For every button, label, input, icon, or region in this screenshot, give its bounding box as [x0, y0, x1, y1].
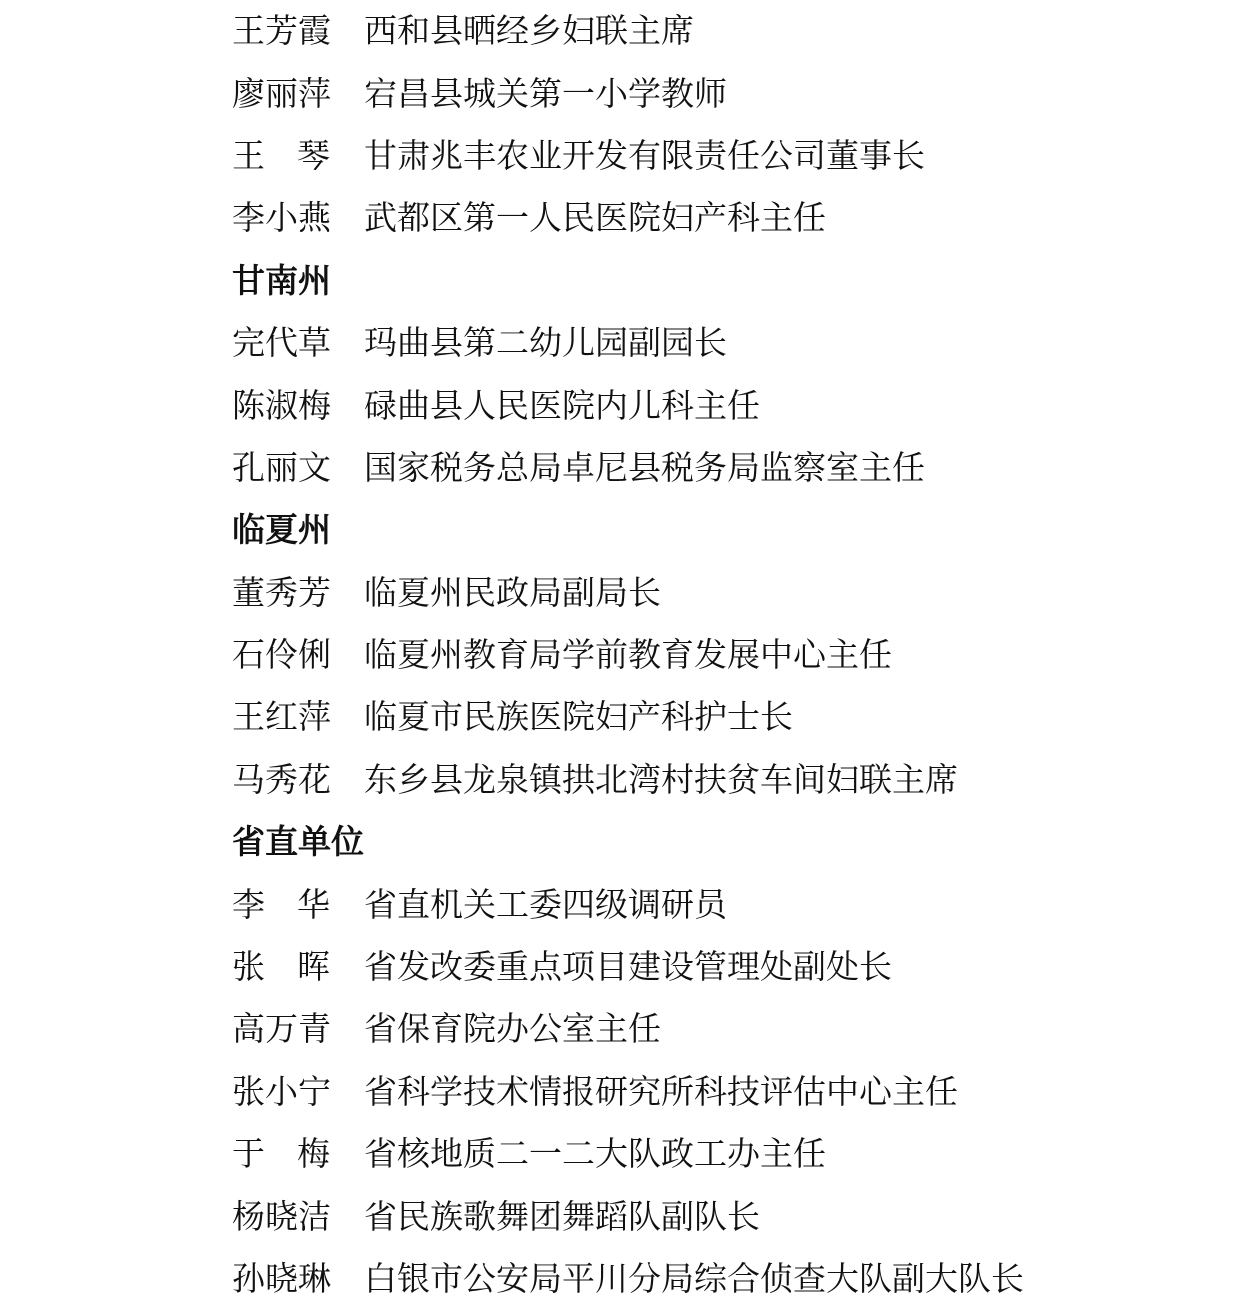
- list-item: [232, 749, 1232, 811]
- person-name: 张晖: [232, 947, 362, 987]
- list-item: [232, 686, 1232, 748]
- list-item: [232, 312, 1232, 374]
- person-name: 张小宁: [232, 1071, 331, 1111]
- list-item: [232, 437, 1232, 499]
- person-name: 高万青: [232, 1009, 331, 1049]
- person-role: 省发改委重点项目建设管理处副处长: [364, 947, 892, 987]
- name-list-document: [232, 0, 1232, 1310]
- person-role: 省民族歌舞团舞蹈队副队长: [364, 1196, 760, 1236]
- person-name: 董秀芳: [232, 572, 331, 612]
- person-role: 武都区第一人民医院妇产科主任: [364, 198, 826, 238]
- person-name: 石伶俐: [232, 635, 331, 675]
- section-heading-text: 临夏州: [232, 510, 331, 550]
- person-role: 省保育院办公室主任: [364, 1009, 661, 1049]
- person-name: 廖丽萍: [232, 73, 331, 113]
- section-heading: [232, 250, 1232, 312]
- person-role: 东乡县龙泉镇拱北湾村扶贫车间妇联主席: [364, 759, 958, 799]
- list-item: [232, 1185, 1232, 1247]
- person-role: 白银市公安局平川分局综合侦查大队副大队长: [364, 1259, 1024, 1298]
- person-role: 省直机关工委四级调研员: [364, 884, 727, 924]
- person-name: 孔丽文: [232, 447, 331, 487]
- person-name: 杨晓洁: [232, 1196, 331, 1236]
- person-role: 西和县晒经乡妇联主席: [364, 11, 694, 51]
- person-role: 甘肃兆丰农业开发有限责任公司董事长: [364, 135, 925, 175]
- section-heading: [232, 499, 1232, 561]
- person-role: 临夏市民族医院妇产科护士长: [364, 697, 793, 737]
- person-role: 省科学技术情报研究所科技评估中心主任: [364, 1071, 958, 1111]
- list-item: [232, 125, 1232, 187]
- list-item: [232, 562, 1232, 624]
- person-name: 李小燕: [232, 198, 331, 238]
- person-role: 碌曲县人民医院内儿科主任: [364, 385, 760, 425]
- list-item: [232, 936, 1232, 998]
- person-name: 王琴: [232, 135, 362, 175]
- list-item: [232, 1123, 1232, 1185]
- list-item: [232, 62, 1232, 124]
- list-item: [232, 998, 1232, 1060]
- section-heading: [232, 811, 1232, 873]
- person-role: 临夏州教育局学前教育发展中心主任: [364, 635, 892, 675]
- list-item: [232, 0, 1232, 62]
- person-role: 国家税务总局卓尼县税务局监察室主任: [364, 447, 925, 487]
- list-item: [232, 1248, 1232, 1310]
- person-role: 宕昌县城关第一小学教师: [364, 73, 727, 113]
- list-item: [232, 873, 1232, 935]
- section-heading-text: 甘南州: [232, 260, 331, 300]
- person-role: 省核地质二一二大队政工办主任: [364, 1134, 826, 1174]
- person-role: 临夏州民政局副局长: [364, 572, 661, 612]
- person-name: 李华: [232, 884, 362, 924]
- person-name: 于梅: [232, 1134, 362, 1174]
- list-item: [232, 624, 1232, 686]
- person-role: 玛曲县第二幼儿园副园长: [364, 323, 727, 363]
- person-name: 完代草: [232, 323, 331, 363]
- list-item: [232, 1061, 1232, 1123]
- person-name: 孙晓琳: [232, 1259, 331, 1298]
- person-name: 王红萍: [232, 697, 331, 737]
- person-name: 陈淑梅: [232, 385, 331, 425]
- list-item: [232, 374, 1232, 436]
- list-item: [232, 187, 1232, 249]
- section-heading-text: 省直单位: [232, 822, 364, 862]
- person-name: 王芳霞: [232, 11, 331, 51]
- person-name: 马秀花: [232, 759, 331, 799]
